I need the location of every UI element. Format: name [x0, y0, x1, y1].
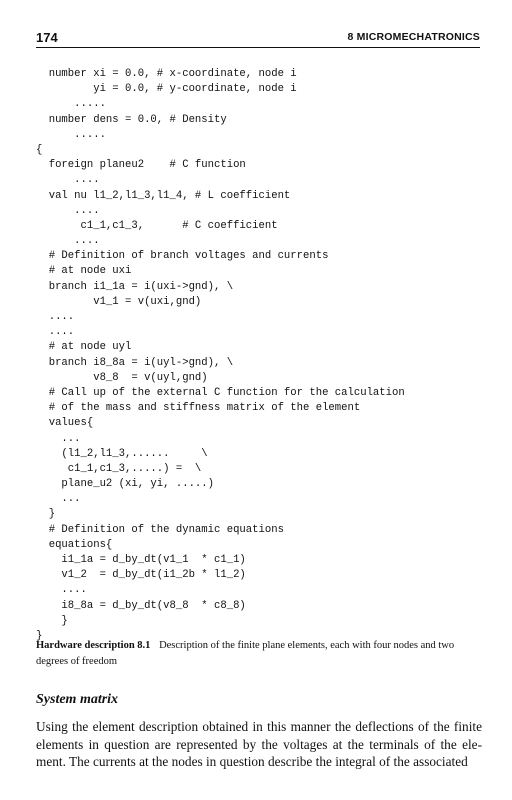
code-line: c1_1,c1_3,.....) = \: [36, 462, 202, 475]
code-line: ....: [36, 584, 87, 597]
code-line: ...: [36, 493, 81, 506]
code-line: val nu l1_2,l1_3,l1_4, # L coefficient: [36, 189, 291, 202]
code-line: v1_2 = d_by_dt(i1_2b * l1_2): [36, 569, 246, 582]
code-line: v8_8 = v(uyl,gnd): [36, 371, 208, 384]
code-line: # at node uyl: [36, 341, 132, 354]
header-rule: [36, 47, 480, 48]
code-line: # Definition of branch voltages and currents: [36, 250, 329, 263]
code-line: ...: [36, 432, 81, 445]
code-listing: [36, 67, 486, 644]
code-line: {: [36, 143, 43, 156]
code-line: (l1_2,l1_3,...... \: [36, 447, 208, 460]
caption-text: Description of the finite plane elements, each with four nodes and two degrees of freedom: [36, 640, 455, 667]
section-heading: System matrix: [36, 692, 119, 707]
code-line: # Call up of the external C function for the calculation: [36, 386, 405, 399]
running-header: [36, 30, 480, 46]
code-line: }: [36, 614, 68, 627]
code-line: equations{: [36, 538, 113, 551]
code-line: ....: [36, 326, 75, 339]
code-line: branch i1_1a = i(uxi->gnd), \: [36, 280, 234, 293]
code-line: ....: [36, 204, 100, 217]
code-line: foreign planeu2 # C function: [36, 159, 246, 172]
code-line: yi = 0.0, # y-coordinate, node i: [36, 83, 297, 96]
code-line: v1_1 = v(uxi,gnd): [36, 295, 202, 308]
code-line: .....: [36, 128, 106, 141]
code-line: i8_8a = d_by_dt(v8_8 * c8_8): [36, 599, 246, 612]
figure-caption: [36, 638, 482, 670]
code-line: }: [36, 508, 56, 521]
code-line: branch i8_8a = i(uyl->gnd), \: [36, 356, 234, 369]
chapter-title: 8 MICROMECHATRONICS: [347, 31, 480, 43]
code-line: # at node uxi: [36, 265, 132, 278]
code-line: plane_u2 (xi, yi, .....): [36, 478, 215, 491]
code-line: i1_1a = d_by_dt(v1_1 * c1_1): [36, 554, 246, 566]
page-number: 174: [36, 30, 58, 45]
code-line: # of the mass and stiffness matrix of the element: [36, 402, 361, 415]
code-line: }: [36, 629, 43, 642]
code-line: ....: [36, 235, 100, 248]
code-line: number xi = 0.0, # x-coordinate, node i: [36, 68, 297, 80]
body-paragraph: Using the element description obtained in this manner the deflections of the finite elements in question are represented by the voltages at the terminals of the ele-ment. The currents at the nodes in question describe the integral of the associated: [36, 719, 482, 769]
code-line: ....: [36, 311, 75, 323]
code-line: ....: [36, 174, 100, 187]
caption-label: Hardware description 8.1: [36, 640, 151, 651]
code-line: c1_1,c1_3, # C coefficient: [36, 219, 278, 232]
code-line: values{: [36, 417, 94, 430]
code-line: # Definition of the dynamic equations: [36, 523, 284, 536]
code-line: .....: [36, 98, 106, 111]
code-line: number dens = 0.0, # Density: [36, 113, 227, 126]
